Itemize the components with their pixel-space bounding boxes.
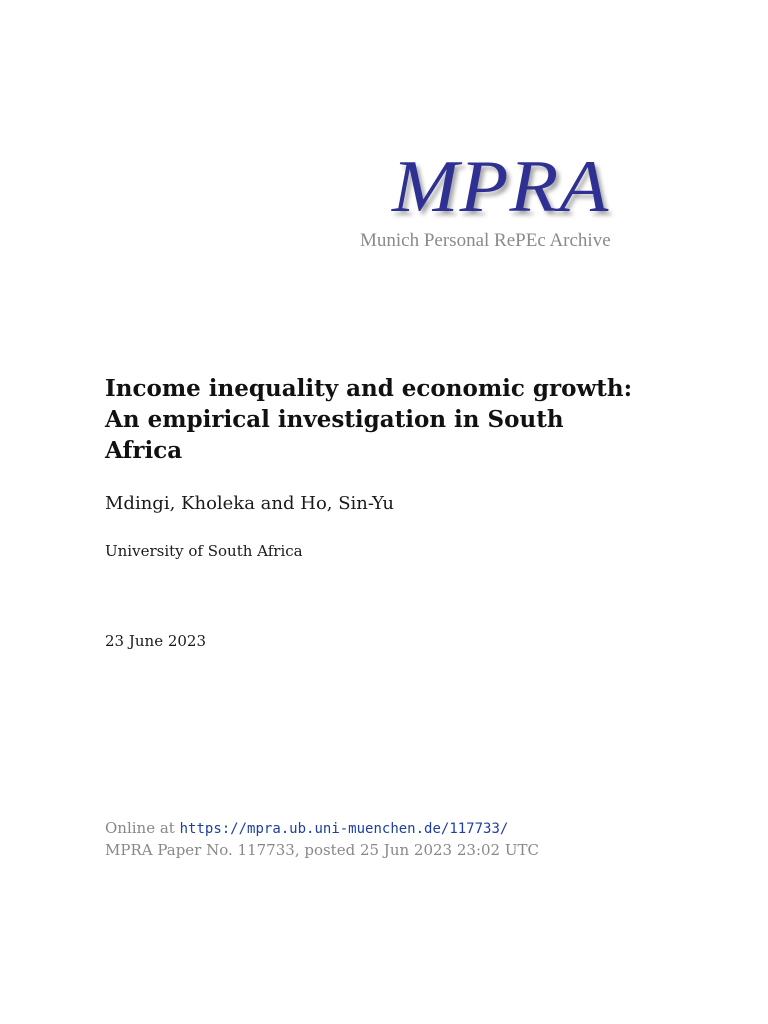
paper-affiliation: University of South Africa	[105, 542, 303, 560]
mpra-logo-subtitle: Munich Personal RePEc Archive	[360, 230, 611, 251]
paper-title	[105, 373, 665, 466]
paper-title-line: An empirical investigation in South	[105, 406, 564, 433]
online-at-label: Online at	[105, 819, 180, 837]
mpra-logo	[350, 146, 670, 260]
paper-title-line: Income inequality and economic growth:	[105, 375, 633, 402]
mpra-logo-mark: MPRA	[392, 146, 610, 228]
online-at-line	[105, 818, 745, 840]
paper-url-link[interactable]: https://mpra.ub.uni-muenchen.de/117733/	[179, 821, 509, 837]
paper-title-line: Africa	[105, 437, 183, 464]
footer	[105, 818, 745, 861]
paper-info: MPRA Paper No. 117733, posted 25 Jun 2023 23:02 UTC	[105, 841, 539, 859]
paper-date: 23 June 2023	[105, 632, 207, 650]
paper-authors: Mdingi, Kholeka and Ho, Sin-Yu	[105, 493, 394, 514]
